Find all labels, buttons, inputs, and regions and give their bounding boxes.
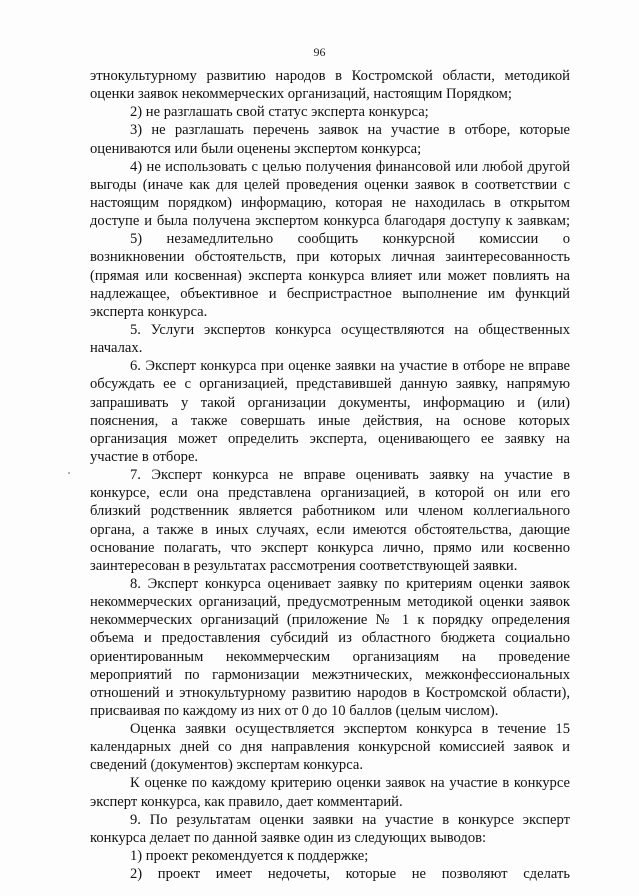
text-line: оценки заявок некоммерческих организаций, настоящим Порядком; (90, 86, 512, 103)
text-line: началах. (90, 340, 143, 357)
text-line: присваивая по каждому из них от 0 до 10 баллов (целым числом). (90, 702, 499, 719)
text-line: 5) незамедлительно сообщить конкурсной комиссии о (130, 231, 570, 248)
text-line: возникновении обстоятельств, при которых личная заинтересованность (90, 249, 570, 266)
text-line: отношений и этнокультурному развитию народов в Костромской области), (90, 684, 570, 701)
margin-speck (68, 472, 70, 474)
text-line: 7. Эксперт конкурса не вправе оценивать заявку на участие в (130, 467, 570, 484)
text-line: 5. Услуги экспертов конкурса осуществляются на общественных (130, 321, 570, 338)
text-line: ориентированным некоммерческим организациям на проведение (90, 648, 570, 665)
text-line: надлежащее, объективное и беспристрастное выполнение им функций (90, 285, 570, 302)
text-line: конкурсе, если она представлена организацией, в которой он или его (90, 485, 570, 502)
text-line: основание полагать, что эксперт конкурса лично, прямо или косвенно (90, 539, 570, 556)
text-line: объема и предоставления субсидий из областного бюджета социально (90, 630, 570, 647)
text-line: доступе и была получена экспертом конкурса благодаря доступу к заявкам; (90, 213, 570, 230)
text-line: 4) не использовать с целью получения финансовой или любой другой (130, 158, 570, 175)
text-line: мероприятий по гармонизации межэтнических, межконфессиональных (90, 666, 570, 683)
text-line: некоммерческих организаций (приложение № 1 к порядку определения (90, 612, 570, 629)
text-line: выгоды (иначе как для целей проведения оценки заявок в соответствии с (90, 176, 570, 193)
text-line: 8. Эксперт конкурса оценивает заявку по критериям оценки заявок (130, 575, 570, 592)
text-line: Оценка заявки осуществляется экспертом конкурса в течение 15 (130, 721, 570, 738)
text-line: заинтересован в результатах рассмотрения соответствующей заявки. (90, 557, 518, 574)
text-line: обсуждать ее с организацией, представившей данную заявку, напрямую (90, 376, 570, 393)
page-number: 96 (313, 45, 326, 59)
document-body (90, 67, 570, 883)
text-line: близкий родственник является работником или членом коллегиального (90, 503, 570, 520)
text-line: 1) проект рекомендуется к поддержке; (130, 848, 369, 865)
text-line: некоммерческих организаций, предусмотренным методикой оценки заявок (90, 594, 570, 611)
text-line: органа, а также в иных случаях, если имеются обстоятельства, дающие (90, 521, 570, 538)
text-line: оцениваются или были оценены экспертом конкурса; (90, 140, 422, 157)
text-line: 2) не разглашать свой статус эксперта конкурса; (130, 104, 429, 121)
text-line: (прямая или косвенная) эксперта конкурса влияет или может повлиять на (90, 267, 570, 284)
text-line: эксперта конкурса. (90, 303, 208, 320)
text-line: 3) не разглашать перечень заявок на участие в отборе, которые (130, 122, 570, 139)
text-line: эксперт конкурса, как правило, дает комментарий. (90, 793, 403, 810)
text-line: организация может определить эксперта, оценивающего ее заявку на (90, 430, 570, 447)
text-line: настоящим порядком) информацию, которая не находилась в открытом (90, 194, 570, 211)
text-line: запрашивать у такой организации документы, информацию и (или) (90, 394, 570, 411)
text-line: 9. По результатам оценки заявки на участие в конкурсе эксперт (130, 811, 570, 828)
text-line: К оценке по каждому критерию оценки заявок на участие в конкурсе (130, 775, 570, 792)
text-line: календарных дней со дня направления конкурсной комиссией заявок и (90, 739, 570, 756)
text-line: конкурса делает по данной заявке один из следующих выводов: (90, 829, 487, 846)
text-line: 6. Эксперт конкурса при оценке заявки на участие в отборе не вправе (130, 358, 570, 375)
text-line: 2) проект имеет недочеты, которые не позволяют сделать (130, 866, 570, 883)
text-line: сведений (документов) экспертам конкурса. (90, 757, 364, 774)
text-line: пояснения, а также совершать иные действия, на основе которых (90, 412, 570, 429)
text-line: этнокультурному развитию народов в Костромской области, методикой (90, 68, 570, 84)
text-line: участие в отборе. (90, 448, 199, 465)
